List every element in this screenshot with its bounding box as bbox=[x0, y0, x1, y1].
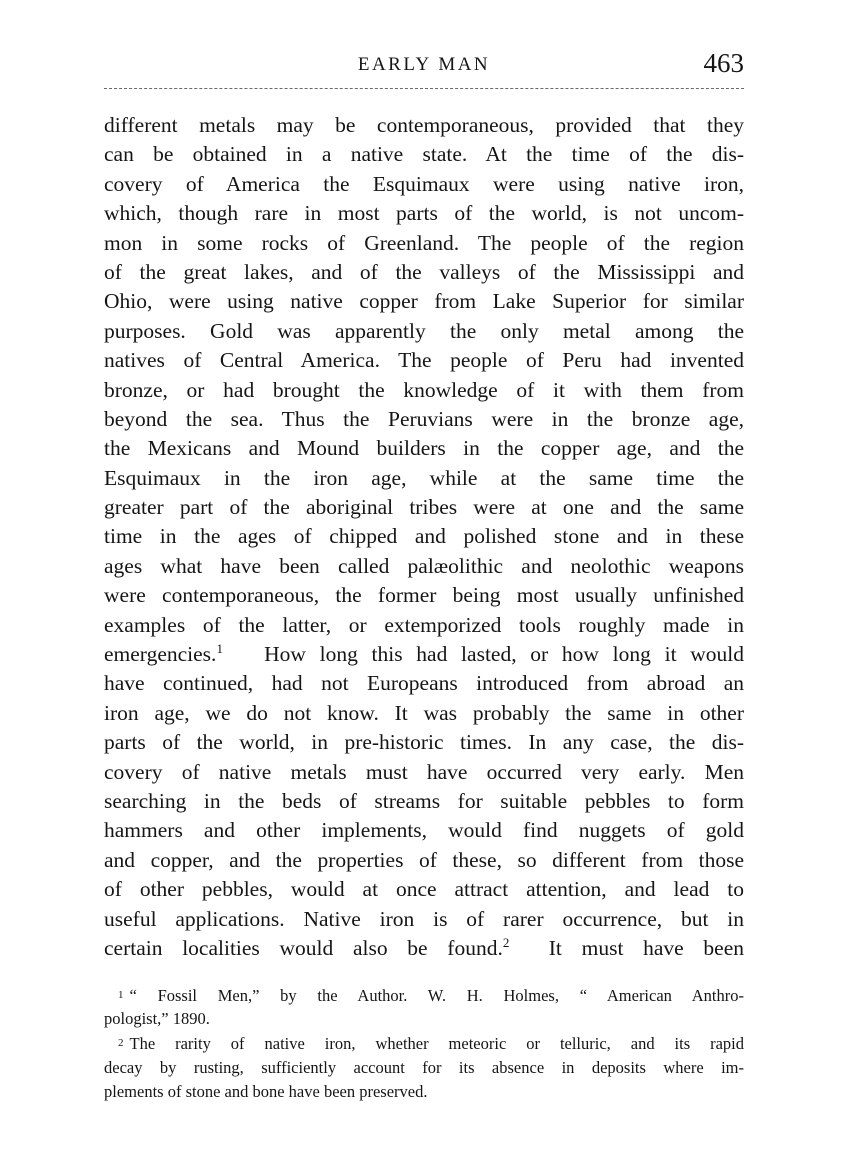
footnote-2-marker: 2 bbox=[118, 1037, 124, 1050]
text-line: covery of native metals must have occurred very early. Men bbox=[104, 759, 744, 784]
footnote-1-marker: 1 bbox=[118, 989, 124, 1001]
text-line: iron age, we do not know. It was probably the same in other bbox=[104, 700, 744, 725]
footnote-ref-2[interactable]: 2 bbox=[502, 934, 510, 950]
footnote-divider bbox=[98, 976, 100, 990]
text-line: Ohio, were using native copper from Lake Superior for similar bbox=[104, 289, 744, 314]
body-text bbox=[104, 111, 744, 963]
text-line: of the great lakes, and of the valleys of the Mississippi and bbox=[104, 259, 744, 284]
text-line: have continued, had not Europeans introduced from abroad an bbox=[104, 671, 744, 696]
text-segment: certain localities would also be found. bbox=[104, 935, 503, 960]
text-line-with-footnote-ref bbox=[104, 934, 744, 963]
page-number: 463 bbox=[703, 48, 744, 78]
text-line: mon in some rocks of Greenland. The people of the region bbox=[104, 230, 744, 255]
text-segment: It must have been bbox=[548, 935, 745, 960]
running-head-title: EARLY MAN bbox=[357, 54, 491, 75]
text-line-with-footnote-ref bbox=[104, 640, 744, 669]
text-line: were contemporaneous, the former being most usually unfinished bbox=[104, 583, 744, 608]
text-line: the Mexicans and Mound builders in the copper age, and the bbox=[104, 436, 744, 461]
text-line: useful applications. Native iron is of rarer occurrence, but in bbox=[104, 906, 744, 931]
text-line: of other pebbles, would at once attract attention, and lead to bbox=[104, 877, 744, 902]
footnotes bbox=[104, 983, 744, 1104]
text-line: ages what have been called palæolithic and neolothic weapons bbox=[104, 553, 744, 578]
text-line: time in the ages of chipped and polished stone and in these bbox=[104, 524, 744, 549]
text-line: parts of the world, in pre-historic times. In any case, the dis- bbox=[104, 730, 744, 755]
text-line: Esquimaux in the iron age, while at the same time the bbox=[104, 465, 744, 490]
text-line: beyond the sea. Thus the Peruvians were in the bronze age, bbox=[104, 406, 744, 431]
footnote-ref-1[interactable]: 1 bbox=[216, 641, 223, 657]
footnote-2-line: decay by rusting, sufficiently account for its absence in deposits where im- bbox=[104, 1057, 744, 1077]
text-line: which, though rare in most parts of the world, is not uncom- bbox=[104, 201, 744, 226]
text-line: greater part of the aboriginal tribes were at one and the same bbox=[104, 495, 744, 520]
text-line: purposes. Gold was apparently the only metal among the bbox=[104, 318, 744, 343]
text-line: covery of America the Esquimaux were using native iron, bbox=[104, 171, 744, 196]
footnote-2-line: plements of stone and bone have been preserved. bbox=[104, 1081, 428, 1101]
text-segment: How long this had lasted, or how long it would bbox=[264, 642, 745, 667]
footnote-1-line: pologist,” 1890. bbox=[104, 1009, 210, 1029]
text-line: and copper, and the properties of these, so different from those bbox=[104, 847, 744, 872]
text-line: bronze, or had brought the knowledge of it with them from bbox=[104, 377, 744, 402]
text-line: different metals may be contemporaneous, provided that they bbox=[104, 113, 744, 137]
text-line: examples of the latter, or extemporized tools roughly made in bbox=[104, 612, 744, 637]
text-segment: emergencies. bbox=[104, 642, 217, 667]
text-line: natives of Central America. The people of Peru had invented bbox=[104, 348, 744, 373]
text-line: can be obtained in a native state. At the time of the dis- bbox=[104, 142, 744, 167]
running-head bbox=[104, 50, 744, 82]
header-rule bbox=[104, 88, 744, 89]
text-line: hammers and other implements, would find nuggets of gold bbox=[104, 818, 744, 843]
footnote-1-line: 1 “ Fossil Men,” by the Author. W. H. Holmes, “ American Anthro- bbox=[104, 983, 744, 1007]
text-line: searching in the beds of streams for suitable pebbles to form bbox=[104, 788, 744, 813]
footnote-2-line: 2 The rarity of native iron, whether meteoric or telluric, and its rapid bbox=[104, 1031, 744, 1055]
